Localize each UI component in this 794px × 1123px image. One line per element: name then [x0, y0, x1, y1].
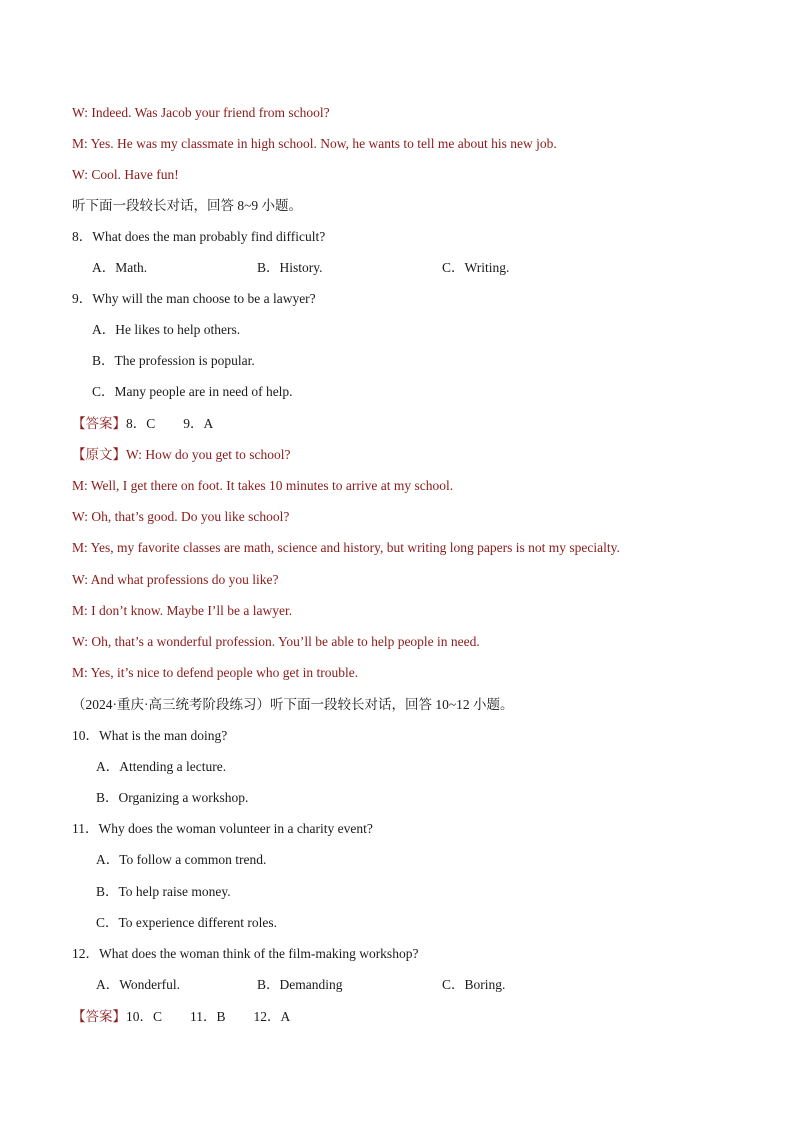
option-11b: B．To help raise money.: [96, 884, 231, 899]
answer-line: [72, 415, 213, 433]
transcript-line: W: And what professions do you like?: [72, 572, 279, 587]
transcript-line: [72, 446, 290, 464]
option-9a: A．He likes to help others.: [92, 322, 241, 337]
option-8b: B．History.: [257, 260, 323, 275]
question-10: 10．What is the man doing?: [72, 728, 228, 743]
transcript-line: M: I don’t know. Maybe I’ll be a lawyer.: [72, 603, 293, 618]
transcript-line: M: Yes, my favorite classes are math, science and history, but writing long papers is not my specialty.: [72, 540, 620, 555]
dialogue-line: W: Indeed. Was Jacob your friend from school?: [72, 105, 330, 120]
section-instruction: （2024·重庆·高三统考阶段练习）听下面一段较长对话，回答 10~12 小题。: [72, 697, 514, 712]
transcript-line: W: Oh, that’s a wonderful profession. You’ll be able to help people in need.: [72, 634, 480, 649]
transcript-line: M: Yes, it’s nice to defend people who get in trouble.: [72, 665, 359, 680]
answer-8: 8．C: [126, 416, 156, 431]
option-10b: B．Organizing a workshop.: [96, 790, 249, 805]
section-instruction: 听下面一段较长对话，回答 8~9 小题。: [72, 198, 303, 213]
question-11: 11．Why does the woman volunteer in a charity event?: [72, 821, 373, 836]
answer-12: 12．A: [253, 1009, 291, 1024]
option-9c: C．Many people are in need of help.: [92, 384, 293, 399]
option-10a: A．Attending a lecture.: [96, 759, 227, 774]
option-11c: C．To experience different roles.: [96, 915, 277, 930]
dialogue-line: M: Yes. He was my classmate in high school. Now, he wants to tell me about his new job.: [72, 136, 557, 151]
option-12a: A．Wonderful.: [96, 977, 181, 992]
option-9b: B．The profession is popular.: [92, 353, 255, 368]
answer-tag: 【答案】: [72, 1009, 126, 1024]
answer-tag: 【答案】: [72, 416, 126, 431]
option-8a: A．Math.: [92, 260, 148, 275]
transcript-text: W: How do you get to school?: [126, 447, 291, 462]
option-12c: C．Boring.: [442, 977, 506, 992]
option-8c: C．Writing.: [442, 260, 510, 275]
answer-10: 10．C: [126, 1009, 163, 1024]
question-8: 8．What does the man probably find difficult?: [72, 229, 326, 244]
question-12: 12．What does the woman think of the film-making workshop?: [72, 946, 419, 961]
dialogue-line: W: Cool. Have fun!: [72, 167, 179, 182]
transcript-line: W: Oh, that’s good. Do you like school?: [72, 509, 290, 524]
option-11a: A．To follow a common trend.: [96, 852, 267, 867]
answer-11: 11．B: [190, 1009, 226, 1024]
option-12b: B．Demanding: [257, 977, 343, 992]
transcript-line: M: Well, I get there on foot. It takes 10 minutes to arrive at my school.: [72, 478, 454, 493]
answer-line: [72, 1008, 290, 1026]
answer-9: 9．A: [183, 416, 214, 431]
question-9: 9．Why will the man choose to be a lawyer?: [72, 291, 316, 306]
transcript-tag: 【原文】: [72, 447, 126, 462]
